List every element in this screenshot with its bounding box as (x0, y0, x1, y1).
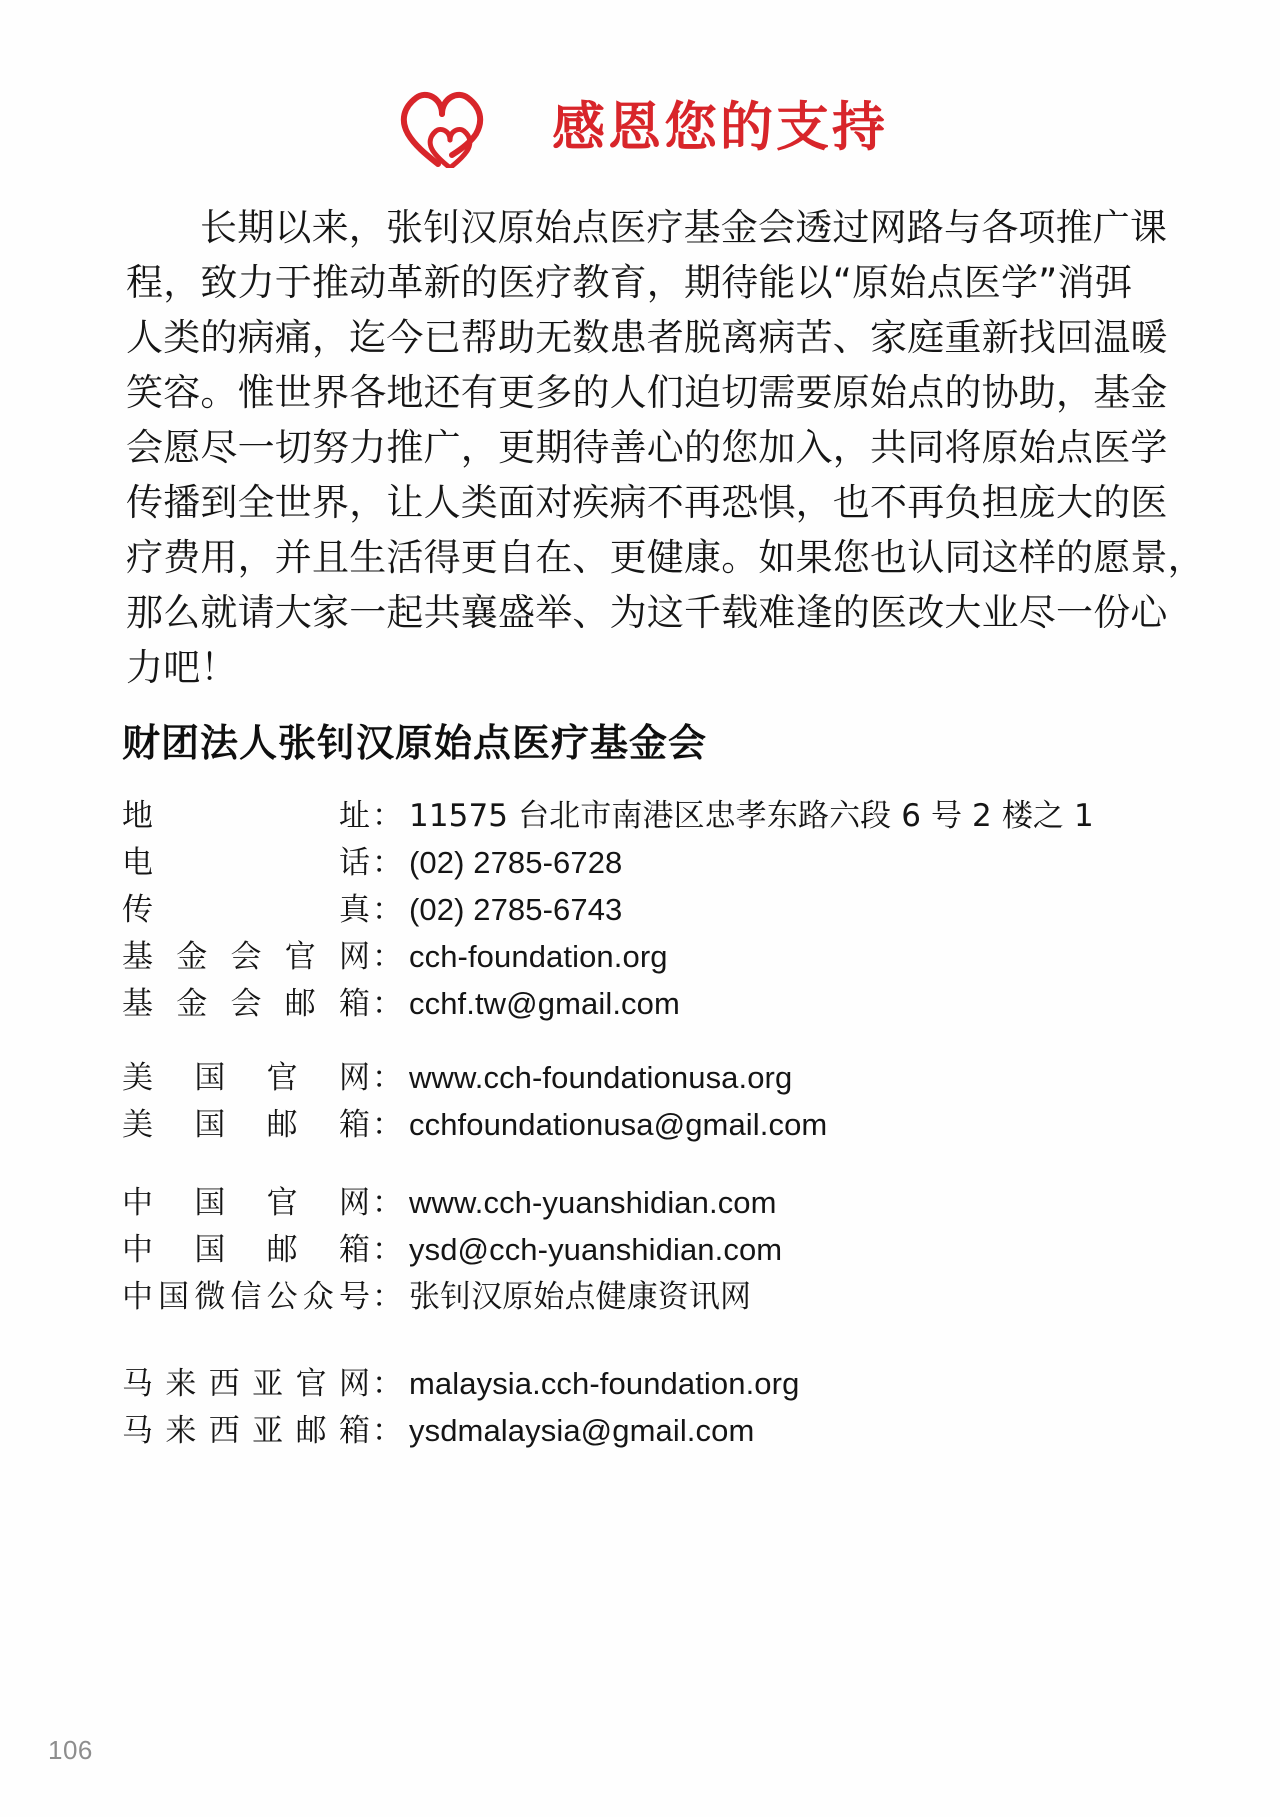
body-line: 那么就请大家一起共襄盛举、为这千载难逢的医改大业尽一份心 (126, 591, 1168, 634)
body-line: 力吧！ (126, 646, 238, 689)
contact-value: (02) 2785-6743 (409, 892, 623, 927)
contact-value: 张钊汉原始点健康资讯网 (409, 1279, 752, 1315)
contact-label: 基 金 会 官 网 (122, 939, 370, 975)
contact-row (122, 1405, 799, 1452)
contact-value: cch-foundation.org (409, 939, 668, 974)
contact-label: 基 金 会 邮 箱 (122, 986, 370, 1022)
contact-value: (02) 2785-6728 (409, 845, 623, 880)
contact-colon: ： (372, 1060, 403, 1096)
contact-colon: ： (372, 1232, 403, 1268)
contact-row (122, 1358, 799, 1405)
contact-colon: ： (372, 1107, 403, 1143)
body-line: 人类的病痛，迄今已帮助无数患者脱离病苦、家庭重新找回温暖 (126, 316, 1168, 359)
contact-label: 美 国 邮 箱 (122, 1107, 370, 1143)
contact-row (122, 1099, 827, 1146)
body-line: 长期以来，张钊汉原始点医疗基金会透过网路与各项推广课 (200, 206, 1168, 249)
contact-value: cchfoundationusa@gmail.com (409, 1107, 828, 1142)
organization-name: 财团法人张钊汉原始点医疗基金会 (122, 721, 708, 765)
double-heart-icon (392, 86, 500, 168)
contact-block-usa (122, 1052, 827, 1146)
contact-colon: ： (372, 1366, 403, 1402)
page-header (0, 86, 1280, 168)
contact-colon: ： (372, 986, 403, 1022)
contact-label: 中 国 官 网 (122, 1185, 370, 1221)
body-line: 笑容。惟世界各地还有更多的人们迫切需要原始点的协助，基金 (126, 371, 1168, 414)
contact-row (122, 884, 1094, 931)
contact-colon: ： (372, 1279, 403, 1315)
contact-block-china (122, 1177, 782, 1318)
contact-label: 中 国 微 信 公 众 号 (122, 1279, 370, 1315)
contact-colon: ： (372, 798, 403, 834)
contact-block-taiwan (122, 790, 1094, 1025)
contact-value: www.cch-yuanshidian.com (409, 1185, 777, 1220)
body-line: 会愿尽一切努力推广，更期待善心的您加入，共同将原始点医学 (126, 426, 1168, 469)
contact-row (122, 1271, 782, 1318)
contact-label: 马 来 西 亚 邮 箱 (122, 1413, 370, 1449)
contact-colon: ： (372, 892, 403, 928)
contact-label: 马 来 西 亚 官 网 (122, 1366, 370, 1402)
contact-colon: ： (372, 845, 403, 881)
page-title: 感恩您的支持 (552, 96, 888, 158)
body-line: 疗费用，并且生活得更自在、更健康。如果您也认同这样的愿景， (126, 536, 1205, 579)
page-number: 106 (48, 1735, 93, 1765)
contact-row (122, 1052, 827, 1099)
body-line: 程，致力于推动革新的医疗教育，期待能以“原始点医学”消弭 (126, 261, 1132, 304)
contact-row (122, 790, 1094, 837)
contact-block-malaysia (122, 1358, 799, 1452)
contact-colon: ： (372, 1413, 403, 1449)
contact-value: cchf.tw@gmail.com (409, 986, 680, 1021)
contact-value: www.cch-foundationusa.org (409, 1060, 793, 1095)
body-line: 传播到全世界，让人类面对疾病不再恐惧，也不再负担庞大的医 (126, 481, 1168, 524)
contact-label: 地 址 (122, 798, 370, 834)
contact-value: ysd@cch-yuanshidian.com (409, 1232, 783, 1267)
contact-value: ysdmalaysia@gmail.com (409, 1413, 755, 1448)
contact-row (122, 1224, 782, 1271)
contact-colon: ： (372, 1185, 403, 1221)
contact-row (122, 931, 1094, 978)
contact-label: 传 真 (122, 892, 370, 928)
body-paragraph (126, 200, 1205, 695)
contact-colon: ： (372, 939, 403, 975)
contact-value: 11575 台北市南港区忠孝东路六段 6 号 2 楼之 1 (409, 798, 1094, 834)
contact-label: 美 国 官 网 (122, 1060, 370, 1096)
contact-label: 中 国 邮 箱 (122, 1232, 370, 1268)
contact-row (122, 978, 1094, 1025)
contact-value: malaysia.cch-foundation.org (409, 1366, 800, 1401)
contact-label: 电 话 (122, 845, 370, 881)
contact-row (122, 837, 1094, 884)
contact-row (122, 1177, 782, 1224)
